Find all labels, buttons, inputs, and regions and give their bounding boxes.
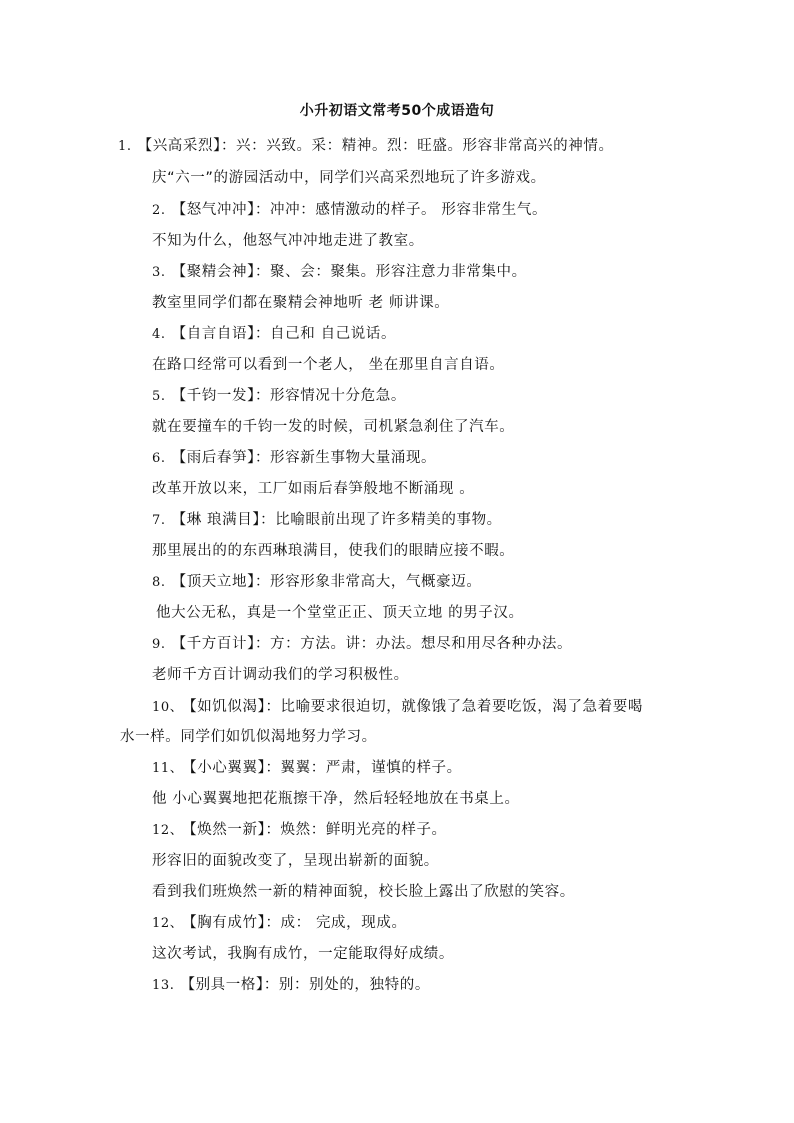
entry-number: 8. <box>152 575 166 590</box>
entry-text: 不知为什么，他怒气冲冲地走进了教室。 <box>152 233 424 249</box>
entry-text: 看到我们班焕然一新的精神面貌，校长脸上露出了欣慰的笑容。 <box>152 884 575 900</box>
entry-text: 他 小心翼翼地把花瓶擦干净，然后轻轻地放在书桌上。 <box>152 791 520 807</box>
entry-line <box>152 697 643 718</box>
entry-line <box>118 136 614 157</box>
entry-number: 6. <box>152 451 166 466</box>
entry-text: 改革开放以来，工厂如雨后春笋般地不断涌现 。 <box>152 481 475 497</box>
entry-line <box>152 510 502 531</box>
entry-line <box>152 665 409 686</box>
entry-text: 庆“六一”的游园活动中，同学们兴高采烈地玩了许多游戏。 <box>152 170 546 186</box>
entry-number: 4. <box>152 327 166 342</box>
entry-line <box>152 572 481 593</box>
entry-line <box>156 603 524 624</box>
entry-number: 3. <box>152 265 166 280</box>
entry-text: 【焕然一新】：焕然：鲜明光亮的样子。 <box>189 822 447 838</box>
entry-line <box>152 200 547 221</box>
entry-text: 【别具一格】：别：别处的，独特的。 <box>180 977 430 993</box>
entry-text: 就在要撞车的千钧一发的时候，司机紧急刹住了汽车。 <box>152 419 515 435</box>
entry-line <box>152 262 527 283</box>
entry-text: 这次考试，我胸有成竹，一定能取得好成绩。 <box>152 946 454 962</box>
entry-text: 水一样。同学们如饥似渴地努力学习。 <box>120 729 377 745</box>
entry-text: 老师千方百计调动我们的学习积极性。 <box>152 667 409 683</box>
entry-text: 教室里同学们都在聚精会神地听 老 师讲课。 <box>152 295 450 311</box>
entry-text: 【聚精会神】：聚、会：聚集。形容注意力非常集中。 <box>171 264 527 280</box>
entry-text: 【雨后春笋】：形容新生事物大量涌现。 <box>171 450 437 466</box>
entry-number: 7. <box>152 513 166 528</box>
entry-text: 【怒气冲冲】：冲冲：感情激动的样子。 形容非常生气。 <box>171 202 548 218</box>
entry-text: 形容旧的面貌改变了，呈现出崭新的面貌。 <box>152 853 439 869</box>
entry-number: 9. <box>152 637 166 652</box>
entry-number: 11、 <box>152 761 184 776</box>
entry-text: 【琳 琅满目】：比喻眼前出现了许多精美的事物。 <box>171 512 502 528</box>
entry-line <box>152 758 462 779</box>
entry-line <box>152 975 430 996</box>
entry-text: 【千方百计】：方：方法。讲：办法。想尽和用尽各种办法。 <box>171 636 573 652</box>
entry-text: 【千钧一发】：形容情况十分危急。 <box>171 388 406 404</box>
entry-line <box>152 168 546 189</box>
entry-line <box>152 541 514 562</box>
entry-number: 10、 <box>152 700 184 715</box>
entry-text: 【小心翼翼】：翼翼：严肃，谨慎的样子。 <box>189 760 462 776</box>
entry-text: 【顶天立地】：形容形象非常高大，气概豪迈。 <box>171 574 482 590</box>
entry-text: 那里展出的的东西琳琅满目，使我们的眼睛应接不暇。 <box>152 543 515 559</box>
entry-number: 12、 <box>152 823 184 838</box>
entry-number: 12、 <box>152 916 184 931</box>
entry-line <box>152 944 454 965</box>
entry-line <box>152 851 439 872</box>
entry-line <box>152 355 505 376</box>
entry-line <box>120 727 377 748</box>
entry-line <box>152 293 449 314</box>
entry-line <box>152 789 520 810</box>
entry-text: 【自言自语】：自己和 自己说话。 <box>171 326 397 342</box>
entry-line <box>152 882 575 903</box>
entry-line <box>152 820 447 841</box>
entry-line <box>152 231 424 252</box>
entry-text: 【胸有成竹】：成： 完成，现成。 <box>189 915 407 931</box>
entry-text: 在路口经常可以看到一个老人， 坐在那里自言自语。 <box>152 357 505 373</box>
entry-line <box>152 324 396 345</box>
entry-number: 5. <box>152 389 166 404</box>
entry-text: 【如饥似渴】：比喻要求很迫切，就像饿了急着要吃饭，渴了急着要喝 <box>189 699 643 715</box>
entry-text: 【兴高采烈】：兴：兴致。采：精神。烈：旺盛。形容非常高兴的神情。 <box>137 138 614 154</box>
entry-line <box>152 448 436 469</box>
entry-number: 1. <box>118 139 132 154</box>
entry-number: 2. <box>152 203 166 218</box>
entry-line <box>152 386 406 407</box>
page-title: 小升初语文常考50个成语造句 <box>299 103 495 119</box>
entry-line <box>152 417 514 438</box>
entry-number: 13. <box>152 978 175 993</box>
entry-line <box>152 913 407 934</box>
entry-line <box>152 479 474 500</box>
entry-text: 他大公无私，真是一个堂堂正正、顶天立地 的男子汉。 <box>156 605 524 621</box>
entry-line <box>152 634 572 655</box>
